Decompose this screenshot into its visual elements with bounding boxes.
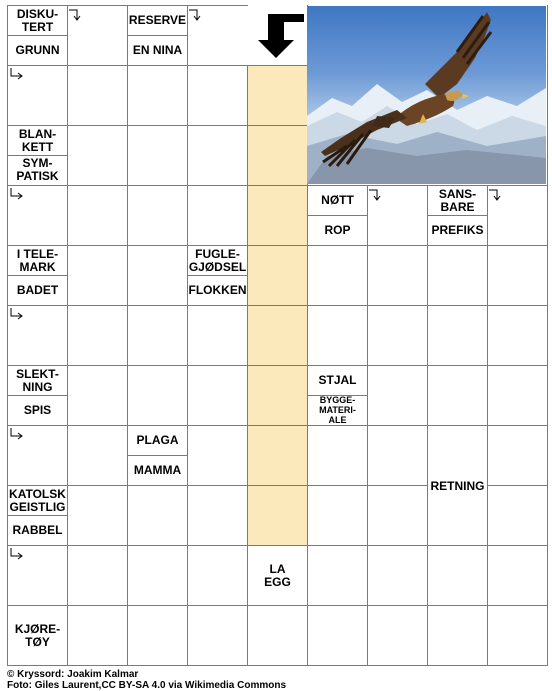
clue-stjal: STJAL — [308, 366, 367, 395]
clue-plaga: PLAGA — [128, 426, 187, 455]
solution-column-arrow-icon — [252, 12, 306, 60]
clue-rop: ROP — [308, 216, 367, 244]
clue-mamma: MAMMA — [128, 456, 187, 484]
clue-kjoretoy: KJØRE- TØY — [8, 606, 67, 665]
photo-credit: Foto: Giles Laurent,CC BY-SA 4.0 via Wikimedia Commons — [7, 680, 287, 691]
solution-cell[interactable] — [247, 485, 307, 545]
clue-spis: SPIS — [8, 396, 67, 424]
solution-cell[interactable] — [247, 425, 307, 485]
credits — [7, 669, 286, 691]
solution-cell[interactable] — [247, 305, 307, 365]
clue-nott: NØTT — [308, 186, 367, 215]
arrow-right-down-icon — [368, 187, 382, 201]
clue-reserve: RESERVE — [128, 6, 187, 35]
clue-i-telemark: I TELE- MARK — [8, 246, 67, 275]
arrow-down-right-icon — [9, 427, 23, 441]
solution-cell[interactable] — [247, 125, 307, 185]
clue-sympatisk: SYM- PATISK — [8, 156, 67, 184]
clue-en-nina: EN NINA — [128, 36, 187, 64]
arrow-right-down-icon — [488, 187, 502, 201]
arrow-down-right-icon — [9, 67, 23, 81]
clue-sansbare: SANS- BARE — [428, 186, 487, 215]
clue-rabbel: RABBEL — [8, 516, 67, 544]
eagle-photo — [307, 6, 546, 184]
solution-cell[interactable] — [247, 65, 307, 125]
clue-flokken: FLOKKEN — [188, 276, 247, 304]
clue-fuglegjodsel: FUGLE- GJØDSEL — [188, 246, 247, 274]
clue-katolsk-geistlig: KATOLSK GEISTLIG — [9, 486, 66, 514]
clue-grunn: GRUNN — [8, 36, 67, 64]
arrow-right-down-icon — [188, 7, 202, 21]
crossword-credit: © Kryssord: Joakim Kalmar — [7, 669, 139, 680]
clue-prefiks: PREFIKS — [428, 216, 487, 244]
clue-retning: RETNING — [428, 456, 487, 516]
arrow-down-right-icon — [9, 187, 23, 201]
clue-la-egg: LA EGG — [248, 546, 307, 605]
clue-blankett: BLAN- KETT — [8, 126, 67, 155]
solution-cell[interactable] — [247, 365, 307, 425]
arrow-down-right-icon — [9, 307, 23, 321]
solution-cell[interactable] — [247, 245, 307, 305]
solution-cell[interactable] — [247, 185, 307, 245]
clue-byggemateriale: BYGGE- MATERI- ALE — [308, 396, 367, 424]
clue-slekt-ning: SLEKT- NING — [8, 366, 67, 395]
golden-eagle-image — [307, 6, 546, 184]
clue-badet: BADET — [8, 276, 67, 304]
clue-disku-tert: DISKU- TERT — [8, 6, 67, 35]
arrow-right-down-icon — [68, 7, 82, 21]
arrow-down-right-icon — [9, 547, 23, 561]
